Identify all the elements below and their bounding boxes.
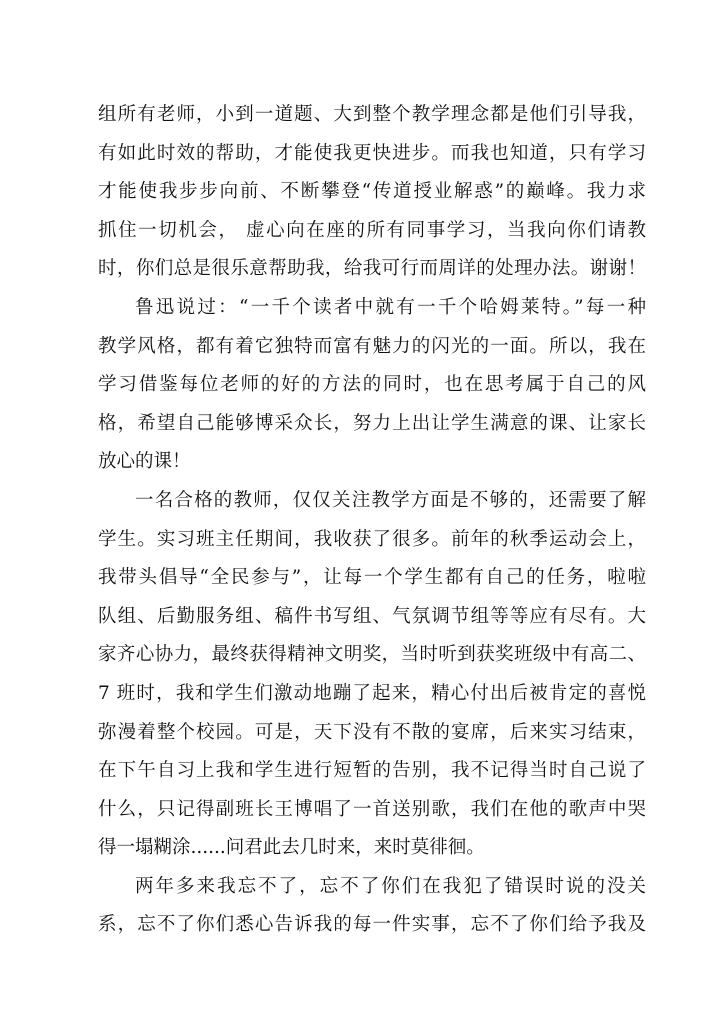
paragraph-end-line: 得一塌糊涂......问君此去几时来，来时莫徘徊。 — [98, 837, 485, 859]
text-line: 队组、后勤服务组、稿件书写组、气氛调节组等等应有尽有。大 — [98, 605, 646, 627]
text-line: 时，你们总是很乐意帮助我，给我可行而周详的处理办法。谢谢！ — [98, 258, 646, 280]
text-line: 格，希望自己能够博采众长，努力上出让学生满意的课、让家长 — [98, 412, 646, 434]
paragraph-start-line: 一名合格的教师，仅仅关注教学方面是不够的，还需要了解 — [135, 489, 646, 511]
text-line: 家齐心协力，最终获得精神文明奖，当时听到获奖班级中有高二、 — [98, 644, 646, 666]
text-line: 学生。实习班主任期间，我收获了很多。前年的秋季运动会上， — [98, 528, 646, 550]
text-line: 抓住一切机会， 虚心向在座的所有同事学习，当我向你们请教 — [98, 219, 646, 241]
text-line: 学习借鉴每位老师的好的方法的同时，也在思考属于自己的风 — [98, 374, 646, 396]
text-line: 弥漫着整个校园。可是，天下没有不散的宴席，后来实习结束， — [98, 721, 646, 743]
text-line: 我带头倡导“全民参与”，让每一个学生都有自己的任务，啦啦 — [98, 567, 646, 589]
body-text — [98, 96, 646, 945]
text-line: 在下午自习上我和学生进行短暂的告别，我不记得当时自己说了 — [98, 760, 646, 782]
paragraph-start-line: 两年多来我忘不了，忘不了你们在我犯了错误时说的没关 — [135, 875, 646, 897]
text-line: 有如此时效的帮助，才能使我更快进步。而我也知道，只有学习 — [98, 142, 646, 164]
paragraph-end-line: 放心的课！ — [98, 451, 191, 473]
text-line: 系，忘不了你们悉心告诉我的每一件实事，忘不了你们给予我及 — [98, 914, 646, 936]
text-line: 才能使我步步向前、不断攀登“传道授业解惑”的巅峰。我力求 — [98, 181, 646, 203]
text-line: 教学风格，都有着它独特而富有魅力的闪光的一面。所以，我在 — [98, 335, 646, 357]
text-line: 什么，只记得副班长王博唱了一首送别歌，我们在他的歌声中哭 — [98, 798, 646, 820]
paragraph-start-line: 鲁迅说过：“一千个读者中就有一千个哈姆莱特。”每一种 — [135, 296, 646, 318]
text-line: 7 班时，我和学生们激动地蹦了起来，精心付出后被肯定的喜悦 — [98, 682, 646, 704]
text-line: 组所有老师，小到一道题、大到整个教学理念都是他们引导我， — [98, 104, 646, 125]
